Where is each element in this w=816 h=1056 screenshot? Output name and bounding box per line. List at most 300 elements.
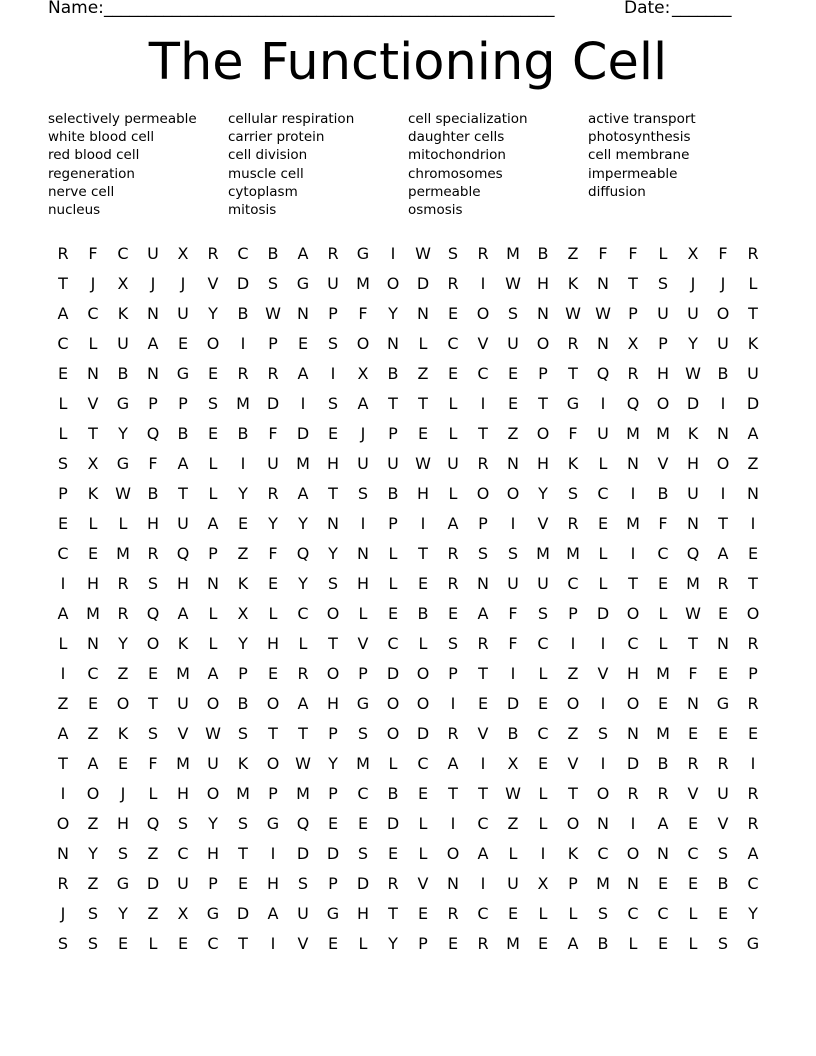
grid-letter[interactable]: E (507, 393, 519, 413)
grid-letter[interactable]: H (536, 273, 550, 293)
grid-letter[interactable]: C (477, 813, 489, 833)
grid-letter[interactable]: B (507, 723, 519, 743)
grid-letter[interactable]: H (686, 453, 700, 473)
grid-letter[interactable]: I (600, 633, 606, 653)
grid-letter[interactable]: O (566, 813, 580, 833)
name-blank[interactable]: _____________________________________________________ (104, 0, 555, 18)
grid-letter[interactable]: V (357, 633, 369, 653)
grid-letter[interactable]: L (358, 603, 368, 623)
grid-letter[interactable]: I (630, 483, 636, 503)
grid-letter[interactable]: S (717, 933, 729, 953)
grid-letter[interactable]: H (86, 573, 100, 593)
grid-letter[interactable]: Z (237, 543, 249, 563)
grid-letter[interactable]: J (180, 273, 186, 293)
grid-letter[interactable]: R (687, 753, 699, 773)
grid-letter[interactable]: E (537, 753, 549, 773)
grid-letter[interactable]: R (567, 333, 579, 353)
grid-letter[interactable]: G (116, 873, 130, 893)
grid-letter[interactable]: E (87, 543, 99, 563)
grid-letter[interactable]: E (57, 363, 69, 383)
grid-letter[interactable]: C (627, 903, 639, 923)
grid-letter[interactable]: N (477, 573, 489, 593)
grid-letter[interactable]: V (597, 663, 609, 683)
grid-letter[interactable]: L (388, 573, 398, 593)
grid-letter[interactable]: L (268, 603, 278, 623)
grid-letter[interactable]: M (656, 723, 670, 743)
grid-letter[interactable]: M (506, 243, 520, 263)
grid-letter[interactable]: G (116, 393, 130, 413)
grid-letter[interactable]: J (360, 423, 366, 443)
grid-letter[interactable]: P (568, 873, 578, 893)
grid-letter[interactable]: E (447, 303, 459, 323)
grid-letter[interactable]: W (505, 273, 521, 293)
grid-letter[interactable]: O (716, 303, 730, 323)
grid-letter[interactable]: P (238, 663, 248, 683)
grid-letter[interactable]: P (568, 603, 578, 623)
grid-letter[interactable]: O (476, 303, 490, 323)
grid-letter[interactable]: Z (567, 663, 579, 683)
grid-letter[interactable]: V (417, 873, 429, 893)
grid-letter[interactable]: E (207, 423, 219, 443)
grid-letter[interactable]: Q (296, 813, 310, 833)
grid-letter[interactable]: I (510, 663, 516, 683)
grid-letter[interactable]: R (57, 243, 69, 263)
grid-letter[interactable]: A (717, 543, 729, 563)
grid-letter[interactable]: D (296, 843, 310, 863)
grid-letter[interactable]: M (236, 393, 250, 413)
grid-letter[interactable]: H (176, 573, 190, 593)
grid-letter[interactable]: E (657, 933, 669, 953)
grid-letter[interactable]: D (596, 603, 610, 623)
grid-letter[interactable]: M (656, 423, 670, 443)
grid-letter[interactable]: T (478, 783, 488, 803)
grid-letter[interactable]: O (56, 813, 70, 833)
grid-letter[interactable]: E (87, 693, 99, 713)
grid-letter[interactable]: I (330, 363, 336, 383)
grid-letter[interactable]: S (507, 303, 519, 323)
grid-letter[interactable]: L (208, 633, 218, 653)
grid-letter[interactable]: N (717, 423, 729, 443)
grid-letter[interactable]: L (298, 633, 308, 653)
grid-letter[interactable]: R (57, 873, 69, 893)
grid-letter[interactable]: B (417, 603, 429, 623)
grid-letter[interactable]: N (297, 303, 309, 323)
grid-letter[interactable]: I (60, 573, 66, 593)
grid-letter[interactable]: T (58, 273, 68, 293)
grid-letter[interactable]: U (357, 453, 369, 473)
grid-letter[interactable]: B (537, 243, 549, 263)
grid-letter[interactable]: H (266, 633, 280, 653)
grid-letter[interactable]: L (58, 393, 68, 413)
grid-letter[interactable]: F (268, 423, 278, 443)
grid-letter[interactable]: C (477, 363, 489, 383)
grid-letter[interactable]: U (597, 423, 609, 443)
grid-letter[interactable]: K (687, 423, 699, 443)
grid-letter[interactable]: U (507, 573, 519, 593)
grid-letter[interactable]: U (717, 333, 729, 353)
grid-letter[interactable]: S (657, 273, 669, 293)
grid-letter[interactable]: A (297, 693, 309, 713)
grid-letter[interactable]: R (207, 243, 219, 263)
grid-letter[interactable]: L (538, 903, 548, 923)
grid-letter[interactable]: T (688, 633, 698, 653)
grid-letter[interactable]: H (626, 663, 640, 683)
grid-letter[interactable]: K (747, 333, 759, 353)
grid-letter[interactable]: T (328, 483, 338, 503)
grid-letter[interactable]: F (88, 243, 98, 263)
grid-letter[interactable]: B (237, 423, 249, 443)
grid-letter[interactable]: Z (567, 243, 579, 263)
grid-letter[interactable]: A (747, 423, 759, 443)
grid-letter[interactable]: A (477, 603, 489, 623)
grid-letter[interactable]: C (477, 903, 489, 923)
grid-letter[interactable]: S (57, 933, 69, 953)
grid-letter[interactable]: R (747, 633, 759, 653)
grid-letter[interactable]: P (418, 933, 428, 953)
grid-letter[interactable]: U (747, 363, 759, 383)
grid-letter[interactable]: P (358, 663, 368, 683)
grid-letter[interactable]: V (87, 393, 99, 413)
grid-letter[interactable]: O (206, 693, 220, 713)
grid-letter[interactable]: O (416, 663, 430, 683)
grid-letter[interactable]: E (357, 813, 369, 833)
grid-letter[interactable]: R (627, 363, 639, 383)
grid-letter[interactable]: R (477, 243, 489, 263)
grid-letter[interactable]: I (510, 513, 516, 533)
grid-letter[interactable]: Y (298, 573, 308, 593)
grid-letter[interactable]: B (177, 423, 189, 443)
grid-letter[interactable]: E (387, 843, 399, 863)
grid-letter[interactable]: R (267, 363, 279, 383)
grid-letter[interactable]: C (117, 243, 129, 263)
grid-letter[interactable]: T (328, 633, 338, 653)
grid-letter[interactable]: H (416, 483, 430, 503)
grid-letter[interactable]: S (327, 393, 339, 413)
grid-letter[interactable]: X (507, 753, 519, 773)
grid-letter[interactable]: T (268, 723, 278, 743)
grid-letter[interactable]: B (387, 483, 399, 503)
grid-letter[interactable]: S (357, 843, 369, 863)
grid-letter[interactable]: U (267, 453, 279, 473)
grid-letter[interactable]: X (177, 243, 189, 263)
grid-letter[interactable]: V (477, 723, 489, 743)
grid-letter[interactable]: F (508, 603, 518, 623)
grid-letter[interactable]: U (717, 783, 729, 803)
grid-letter[interactable]: P (538, 363, 548, 383)
grid-letter[interactable]: S (477, 543, 489, 563)
grid-letter[interactable]: Z (87, 873, 99, 893)
grid-letter[interactable]: K (567, 273, 579, 293)
grid-letter[interactable]: E (447, 933, 459, 953)
grid-letter[interactable]: R (447, 273, 459, 293)
grid-letter[interactable]: O (626, 693, 640, 713)
grid-letter[interactable]: C (357, 783, 369, 803)
grid-letter[interactable]: T (58, 753, 68, 773)
grid-letter[interactable]: N (687, 693, 699, 713)
grid-letter[interactable]: A (447, 513, 459, 533)
grid-letter[interactable]: M (176, 663, 190, 683)
grid-letter[interactable]: C (567, 573, 579, 593)
grid-letter[interactable]: E (417, 423, 429, 443)
grid-letter[interactable]: O (446, 843, 460, 863)
grid-letter[interactable]: T (568, 783, 578, 803)
grid-letter[interactable]: Y (298, 513, 308, 533)
grid-letter[interactable]: V (297, 933, 309, 953)
grid-letter[interactable]: T (388, 393, 398, 413)
grid-letter[interactable]: P (268, 783, 278, 803)
grid-letter[interactable]: O (86, 783, 100, 803)
grid-letter[interactable]: I (600, 393, 606, 413)
grid-letter[interactable]: D (296, 423, 310, 443)
grid-letter[interactable]: P (448, 663, 458, 683)
grid-letter[interactable]: D (326, 843, 340, 863)
grid-letter[interactable]: S (147, 723, 159, 743)
grid-letter[interactable]: T (748, 303, 758, 323)
grid-letter[interactable]: W (115, 483, 131, 503)
grid-letter[interactable]: T (148, 693, 158, 713)
grid-letter[interactable]: X (237, 603, 249, 623)
grid-letter[interactable]: E (327, 813, 339, 833)
grid-letter[interactable]: G (716, 693, 730, 713)
grid-letter[interactable]: I (750, 513, 756, 533)
grid-letter[interactable]: T (418, 543, 428, 563)
grid-letter[interactable]: E (327, 423, 339, 443)
grid-letter[interactable]: I (720, 483, 726, 503)
grid-letter[interactable]: J (120, 783, 126, 803)
grid-letter[interactable]: N (327, 513, 339, 533)
grid-letter[interactable]: M (566, 543, 580, 563)
grid-letter[interactable]: L (688, 903, 698, 923)
grid-letter[interactable]: P (478, 513, 488, 533)
grid-letter[interactable]: A (657, 813, 669, 833)
grid-letter[interactable]: H (326, 693, 340, 713)
grid-letter[interactable]: T (628, 273, 638, 293)
grid-letter[interactable]: M (86, 603, 100, 623)
grid-letter[interactable]: S (237, 723, 249, 743)
grid-letter[interactable]: O (356, 333, 370, 353)
grid-letter[interactable]: O (476, 483, 490, 503)
grid-letter[interactable]: L (58, 633, 68, 653)
grid-letter[interactable]: I (390, 243, 396, 263)
grid-letter[interactable]: U (387, 453, 399, 473)
grid-letter[interactable]: Y (328, 753, 338, 773)
grid-letter[interactable]: Z (507, 423, 519, 443)
grid-letter[interactable]: A (747, 843, 759, 863)
grid-letter[interactable]: Q (146, 423, 160, 443)
grid-letter[interactable]: D (626, 753, 640, 773)
grid-letter[interactable]: E (417, 903, 429, 923)
grid-letter[interactable]: L (538, 813, 548, 833)
grid-letter[interactable]: C (417, 753, 429, 773)
grid-letter[interactable]: I (750, 753, 756, 773)
grid-letter[interactable]: E (177, 333, 189, 353)
grid-letter[interactable]: M (236, 783, 250, 803)
grid-letter[interactable]: Q (626, 393, 640, 413)
grid-letter[interactable]: M (356, 753, 370, 773)
grid-letter[interactable]: U (447, 453, 459, 473)
grid-letter[interactable]: L (508, 843, 518, 863)
grid-letter[interactable]: P (328, 873, 338, 893)
grid-letter[interactable]: U (177, 693, 189, 713)
grid-letter[interactable]: N (357, 543, 369, 563)
grid-letter[interactable]: J (690, 273, 696, 293)
grid-letter[interactable]: C (597, 843, 609, 863)
grid-letter[interactable]: L (208, 603, 218, 623)
grid-letter[interactable]: E (447, 363, 459, 383)
grid-letter[interactable]: L (388, 543, 398, 563)
grid-letter[interactable]: P (208, 543, 218, 563)
grid-letter[interactable]: D (386, 663, 400, 683)
grid-letter[interactable]: K (567, 843, 579, 863)
grid-letter[interactable]: E (477, 693, 489, 713)
grid-letter[interactable]: F (508, 633, 518, 653)
grid-letter[interactable]: B (237, 693, 249, 713)
grid-letter[interactable]: Z (147, 903, 159, 923)
grid-letter[interactable]: E (177, 933, 189, 953)
grid-letter[interactable]: O (386, 693, 400, 713)
grid-letter[interactable]: H (266, 873, 280, 893)
grid-letter[interactable]: I (450, 813, 456, 833)
grid-letter[interactable]: L (688, 933, 698, 953)
grid-letter[interactable]: R (567, 513, 579, 533)
grid-letter[interactable]: L (418, 813, 428, 833)
grid-letter[interactable]: A (87, 753, 99, 773)
grid-letter[interactable]: S (177, 813, 189, 833)
grid-letter[interactable]: L (538, 663, 548, 683)
grid-letter[interactable]: Q (146, 603, 160, 623)
grid-letter[interactable]: W (205, 723, 221, 743)
grid-letter[interactable]: S (297, 873, 309, 893)
grid-letter[interactable]: E (657, 573, 669, 593)
grid-letter[interactable]: R (447, 723, 459, 743)
grid-letter[interactable]: Z (747, 453, 759, 473)
grid-letter[interactable]: C (657, 543, 669, 563)
grid-letter[interactable]: I (270, 933, 276, 953)
grid-letter[interactable]: F (148, 753, 158, 773)
grid-letter[interactable]: C (177, 843, 189, 863)
grid-letter[interactable]: R (387, 873, 399, 893)
grid-letter[interactable]: R (627, 783, 639, 803)
grid-letter[interactable]: F (598, 243, 608, 263)
grid-letter[interactable]: L (538, 783, 548, 803)
grid-letter[interactable]: O (506, 483, 520, 503)
grid-letter[interactable]: S (447, 243, 459, 263)
grid-letter[interactable]: M (296, 783, 310, 803)
grid-letter[interactable]: S (507, 543, 519, 563)
grid-letter[interactable]: Y (268, 513, 278, 533)
grid-letter[interactable]: L (148, 783, 158, 803)
grid-letter[interactable]: E (747, 723, 759, 743)
grid-letter[interactable]: B (657, 483, 669, 503)
grid-letter[interactable]: D (746, 393, 760, 413)
grid-letter[interactable]: B (147, 483, 159, 503)
grid-letter[interactable]: E (267, 573, 279, 593)
grid-letter[interactable]: V (717, 813, 729, 833)
grid-letter[interactable]: E (147, 663, 159, 683)
grid-letter[interactable]: S (87, 903, 99, 923)
grid-letter[interactable]: B (717, 363, 729, 383)
grid-letter[interactable]: A (207, 513, 219, 533)
grid-letter[interactable]: Y (88, 843, 98, 863)
grid-letter[interactable]: V (537, 513, 549, 533)
grid-letter[interactable]: E (237, 873, 249, 893)
grid-letter[interactable]: O (386, 723, 400, 743)
grid-letter[interactable]: J (720, 273, 726, 293)
grid-letter[interactable]: L (208, 483, 218, 503)
grid-letter[interactable]: S (327, 333, 339, 353)
grid-letter[interactable]: M (686, 573, 700, 593)
grid-letter[interactable]: P (148, 393, 158, 413)
grid-letter[interactable]: O (626, 843, 640, 863)
grid-letter[interactable]: U (507, 333, 519, 353)
grid-letter[interactable]: V (477, 333, 489, 353)
grid-letter[interactable]: O (716, 453, 730, 473)
grid-letter[interactable]: I (600, 753, 606, 773)
grid-letter[interactable]: L (88, 513, 98, 533)
grid-letter[interactable]: O (266, 753, 280, 773)
grid-letter[interactable]: C (57, 333, 69, 353)
grid-letter[interactable]: W (505, 783, 521, 803)
grid-letter[interactable]: L (598, 573, 608, 593)
grid-letter[interactable]: O (146, 633, 160, 653)
grid-letter[interactable]: I (480, 753, 486, 773)
grid-letter[interactable]: D (686, 393, 700, 413)
grid-letter[interactable]: L (418, 843, 428, 863)
grid-letter[interactable]: N (87, 633, 99, 653)
grid-letter[interactable]: K (117, 303, 129, 323)
grid-letter[interactable]: A (567, 933, 579, 953)
grid-letter[interactable]: U (177, 303, 189, 323)
grid-letter[interactable]: E (687, 813, 699, 833)
grid-letter[interactable]: N (507, 453, 519, 473)
grid-letter[interactable]: V (657, 453, 669, 473)
grid-letter[interactable]: F (268, 543, 278, 563)
grid-letter[interactable]: O (746, 603, 760, 623)
grid-letter[interactable]: V (567, 753, 579, 773)
grid-letter[interactable]: O (566, 693, 580, 713)
grid-letter[interactable]: O (206, 333, 220, 353)
grid-letter[interactable]: T (178, 483, 188, 503)
grid-letter[interactable]: B (387, 363, 399, 383)
grid-letter[interactable]: F (718, 243, 728, 263)
grid-letter[interactable]: L (208, 453, 218, 473)
grid-letter[interactable]: N (417, 303, 429, 323)
grid-letter[interactable]: U (507, 873, 519, 893)
grid-letter[interactable]: O (386, 273, 400, 293)
grid-letter[interactable]: L (598, 453, 608, 473)
grid-letter[interactable]: D (146, 873, 160, 893)
grid-letter[interactable]: E (57, 513, 69, 533)
grid-letter[interactable]: D (416, 273, 430, 293)
grid-letter[interactable]: T (568, 363, 578, 383)
grid-letter[interactable]: O (116, 693, 130, 713)
grid-letter[interactable]: X (87, 453, 99, 473)
grid-letter[interactable]: A (207, 663, 219, 683)
grid-letter[interactable]: S (357, 483, 369, 503)
grid-letter[interactable]: A (57, 723, 69, 743)
grid-letter[interactable]: I (630, 813, 636, 833)
grid-letter[interactable]: N (597, 333, 609, 353)
grid-letter[interactable]: B (237, 303, 249, 323)
grid-letter[interactable]: B (657, 753, 669, 773)
grid-letter[interactable]: B (387, 783, 399, 803)
grid-letter[interactable]: G (296, 273, 310, 293)
grid-letter[interactable]: M (596, 873, 610, 893)
grid-letter[interactable]: I (480, 873, 486, 893)
grid-letter[interactable]: N (447, 873, 459, 893)
grid-letter[interactable]: W (295, 753, 311, 773)
grid-letter[interactable]: Y (238, 633, 248, 653)
